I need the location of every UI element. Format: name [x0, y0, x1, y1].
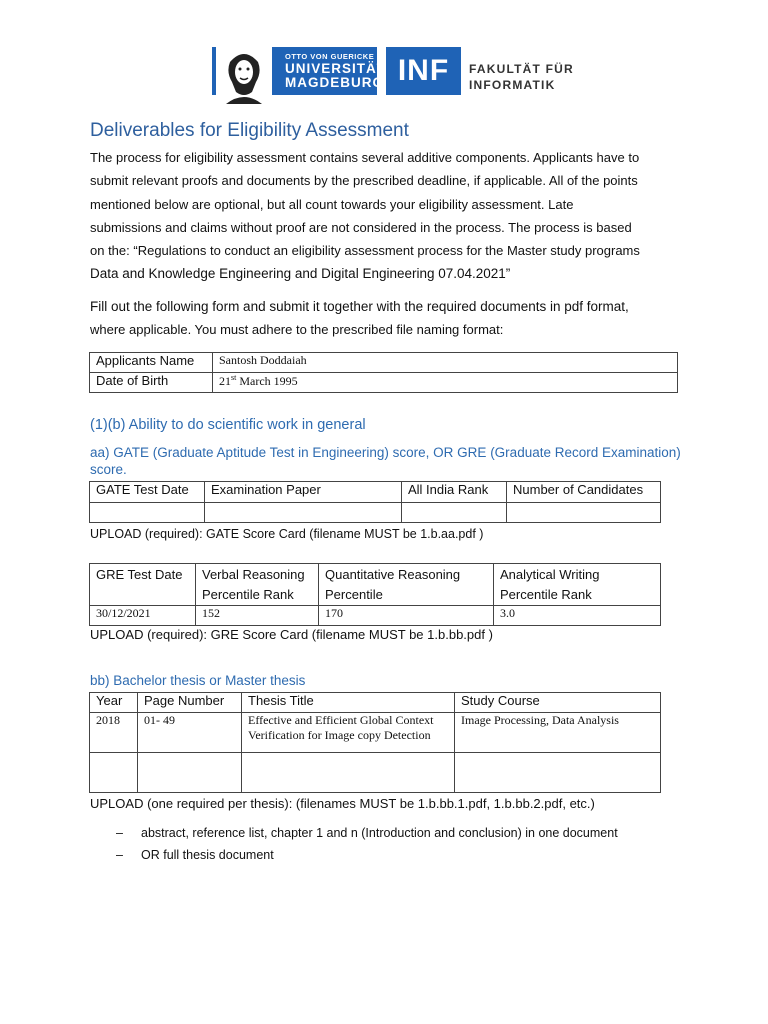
gre-table: [89, 563, 661, 626]
intro-paragraph: [90, 146, 690, 286]
thesis-course[interactable]: Image Processing, Data Analysis: [455, 713, 661, 753]
dob-day: 21: [219, 374, 231, 388]
gate-cell[interactable]: [402, 503, 507, 523]
thesis-cell[interactable]: [455, 753, 661, 793]
intro-line: Data and Knowledge Engineering and Digital Engineering 07.04.2021”: [90, 266, 511, 282]
intro-line: on the: “Regulations to conduct an eligibility assessment process for the Master study programs: [90, 243, 640, 259]
gate-cell[interactable]: [507, 503, 661, 523]
gre-header-verbal: Verbal Reasoning Percentile Rank: [196, 564, 319, 606]
section-heading: (1)(b) Ability to do scientific work in general: [90, 417, 366, 433]
logo-uni-name: [285, 62, 386, 90]
instruction-paragraph: [90, 295, 690, 342]
list-item-text: abstract, reference list, chapter 1 and n (Introduction and conclusion) in one document: [141, 826, 618, 840]
list-item: [116, 826, 618, 840]
list-item: [116, 848, 274, 862]
guericke-portrait-icon: [216, 42, 272, 104]
thesis-title[interactable]: Effective and Efficient Global Context Verification for Image copy Detection: [242, 713, 455, 753]
gate-header-rank: All India Rank: [402, 482, 507, 503]
gre-upload-note: UPLOAD (required): GRE Score Card (filename MUST be 1.b.bb.pdf ): [90, 627, 493, 642]
logo-fak-line2: INFORMATIK: [469, 78, 556, 92]
dob-rest: March 1995: [236, 374, 298, 388]
thesis-cell[interactable]: [138, 753, 242, 793]
gate-header-candidates: Number of Candidates: [507, 482, 661, 503]
thesis-table: [89, 692, 661, 793]
list-item-text: OR full thesis document: [141, 848, 274, 862]
instruction-line: where applicable. You must adhere to the prescribed file naming format:: [90, 322, 504, 338]
gate-cell[interactable]: [90, 503, 205, 523]
gre-header-date: GRE Test Date: [90, 564, 196, 606]
thesis-cell[interactable]: [242, 753, 455, 793]
logo-uni-line2: MAGDEBURG: [285, 75, 384, 90]
applicant-name-value[interactable]: Santosh Doddaiah: [213, 353, 678, 373]
section-aa-heading: aa) GATE (Graduate Aptitude Test in Engineering) score, OR GRE (Graduate Record Examination) score.: [90, 445, 681, 477]
dob-label: Date of Birth: [90, 373, 213, 393]
gre-writing-value[interactable]: 3.0: [494, 606, 661, 626]
intro-line: mentioned below are optional, but all count towards your eligibility assessment. Late: [90, 196, 574, 212]
instruction-line: Fill out the following form and submit it together with the required documents in pdf format,: [90, 299, 629, 314]
thesis-header-page: Page Number: [138, 693, 242, 713]
dob-suffix: st: [231, 373, 237, 382]
gate-cell[interactable]: [205, 503, 402, 523]
bullet-dash: –: [116, 826, 123, 840]
thesis-header-course: Study Course: [455, 693, 661, 713]
page-title: Deliverables for Eligibility Assessment: [90, 120, 409, 141]
thesis-cell[interactable]: [90, 753, 138, 793]
gre-verbal-value[interactable]: 152: [196, 606, 319, 626]
intro-line: The process for eligibility assessment contains several additive components. Applicants have to: [90, 150, 640, 165]
thesis-header-year: Year: [90, 693, 138, 713]
bullet-dash: –: [116, 848, 123, 862]
gate-upload-note: UPLOAD (required): GATE Score Card (filename MUST be 1.b.aa.pdf ): [90, 527, 484, 541]
intro-line: submissions and claims without proof are not considered in the process. The process is based: [90, 219, 632, 235]
gre-header-writing: Analytical Writing Percentile Rank: [494, 564, 661, 606]
thesis-upload-note: UPLOAD (one required per thesis): (filenames MUST be 1.b.bb.1.pdf, 1.b.bb.2.pdf, etc.): [90, 796, 595, 811]
logo-faculty: [469, 61, 574, 93]
applicant-table: [89, 352, 678, 393]
intro-line: submit relevant proofs and documents by the prescribed deadline, if applicable. All of the points: [90, 173, 638, 189]
thesis-header-title: Thesis Title: [242, 693, 455, 713]
thesis-pages[interactable]: 01- 49: [138, 713, 242, 753]
gre-quant-value[interactable]: 170: [319, 606, 494, 626]
dob-value[interactable]: [213, 373, 678, 393]
gate-table: [89, 481, 661, 523]
gre-test-date[interactable]: 30/12/2021: [90, 606, 196, 626]
thesis-year[interactable]: 2018: [90, 713, 138, 753]
section-bb-heading: bb) Bachelor thesis or Master thesis: [90, 673, 306, 688]
logo-uni-line1: UNIVERSITÄT: [285, 61, 387, 76]
applicant-name-label: Applicants Name: [90, 353, 213, 373]
logo-fak-line1: FAKULTÄT FÜR: [469, 62, 574, 76]
logo-inf: INF: [386, 47, 461, 95]
gate-header-paper: Examination Paper: [205, 482, 402, 503]
gate-header-date: GATE Test Date: [90, 482, 205, 503]
logo-uni-small: OTTO VON GUERICKE: [285, 52, 375, 61]
gre-header-quant: Quantitative Reasoning Percentile: [319, 564, 494, 606]
